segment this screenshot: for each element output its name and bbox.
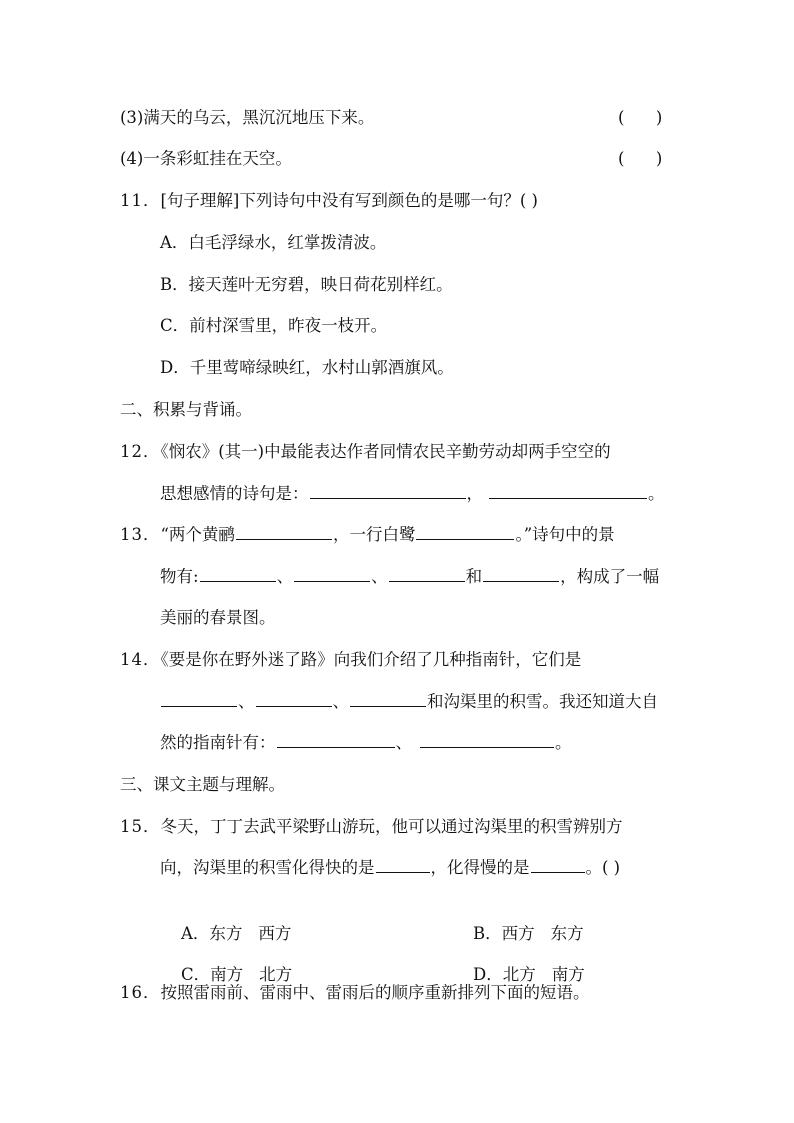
q14-blank-3[interactable]	[350, 690, 426, 707]
q13-suffix: ，构成了一幅	[560, 567, 660, 586]
q16-text: 按照雷雨前、雷雨中、雷雨后的顺序重新排列下面的短语。	[160, 983, 590, 1002]
q14-suffix: 和沟渠里的积雪。我还知道大自	[427, 692, 658, 711]
q13-prompt: 物有:	[160, 567, 199, 586]
q12-line-1	[120, 440, 611, 464]
q13-text-a: “两个黄鹂	[160, 525, 235, 544]
q13-blank-4[interactable]	[294, 565, 370, 582]
q13-line-3: 美丽的春景图。	[160, 608, 276, 627]
q14-blank-5[interactable]	[420, 731, 554, 748]
q14-blank-4[interactable]	[277, 731, 395, 748]
q13-blank-6[interactable]	[483, 565, 559, 582]
q16-line-1	[120, 981, 590, 1005]
q13-number: 13．	[120, 525, 161, 544]
q11-option-d[interactable]: D．千里莺啼绿映红，水村山郭酒旗风。	[160, 358, 454, 377]
q13-line-2	[160, 565, 659, 589]
q13-blank-5[interactable]	[389, 565, 465, 582]
q15-option-c-label: C．	[180, 965, 211, 984]
q12-blank-1[interactable]	[310, 482, 466, 499]
q14-line-2	[160, 690, 658, 714]
q15-option-c-second: 北方	[259, 965, 293, 984]
q12-number: 12．	[120, 442, 161, 461]
q13-blank-3[interactable]	[200, 565, 276, 582]
q15-number: 15．	[120, 817, 161, 836]
q13-blank-1[interactable]	[236, 523, 332, 540]
q15-blank-2[interactable]	[531, 856, 585, 873]
q15-text-c: 。( )	[585, 858, 621, 877]
q12-line-2	[160, 482, 665, 506]
q13-text-b: ，一行白鹭	[332, 525, 416, 544]
q11-stem	[120, 189, 538, 213]
q15-line-1	[120, 815, 623, 839]
q10-item-3-answer-paren[interactable]: ( )	[618, 108, 663, 127]
q16-number: 16．	[120, 983, 161, 1002]
q15-blank-1[interactable]	[376, 856, 430, 873]
q10-item-3: (3)满天的乌云，黑沉沉地压下来。	[120, 108, 375, 127]
q11-option-a[interactable]: A．白毛浮绿水，红掌拨清波。	[160, 233, 387, 252]
q14-blank-1[interactable]	[161, 690, 237, 707]
q14-sep-2: 、	[332, 692, 349, 711]
q10-item-4: (4)一条彩虹挂在天空。	[120, 149, 292, 168]
q14-blank-2[interactable]	[256, 690, 332, 707]
q14-sep-3: 、	[395, 733, 412, 752]
q14-sep-1: 、	[238, 692, 255, 711]
q13-and: 和	[465, 567, 483, 586]
q14-line-1	[120, 648, 581, 672]
q14-number: 14．	[120, 650, 161, 669]
q15-text-a: 向，沟渠里的积雪化得快的是	[160, 858, 375, 877]
q12-text: 《悯农》(其一)中最能表达作者同情农民辛勤劳动却两手空空的	[160, 442, 611, 461]
q14-period: 。	[555, 733, 572, 752]
section-2-heading: 二、积累与背诵。	[120, 400, 252, 419]
q15-option-a-label: A．	[180, 924, 210, 943]
q14-text: 《要是你在野外迷了路》向我们介绍了几种指南针，它们是	[160, 650, 582, 669]
q15-option-d-second: 南方	[551, 965, 585, 984]
q12-prompt: 思想感情的诗句是：	[160, 484, 309, 503]
q12-period: 。	[648, 484, 665, 503]
q14-prompt: 然的指南针有：	[160, 733, 276, 752]
q15-text: 冬天，丁丁去武平梁野山游玩，他可以通过沟渠里的积雪辨别方	[160, 817, 623, 836]
q15-option-c-first: 南方	[210, 965, 244, 984]
q13-line-1	[120, 523, 615, 547]
q15-option-b-label: B．	[472, 924, 502, 943]
q14-line-3	[160, 731, 572, 755]
q10-item-4-answer-paren[interactable]: ( )	[618, 149, 663, 168]
q11-text: [句子理解]下列诗句中没有写到颜色的是哪一句？( )	[160, 191, 538, 210]
q13-sep-1: 、	[276, 567, 294, 586]
q13-sep-2: 、	[371, 567, 388, 586]
q15-text-b: ，化得慢的是	[430, 858, 530, 877]
q15-option-b-second: 东方	[550, 924, 584, 943]
q15-option-b-first: 西方	[501, 924, 535, 943]
q13-blank-2[interactable]	[416, 523, 514, 540]
q11-option-c[interactable]: C．前村深雪里，昨夜一枝开。	[160, 316, 388, 335]
q15-option-d-first: 北方	[502, 965, 536, 984]
q15-option-d-label: D．	[472, 965, 503, 984]
q11-number: 11．	[120, 191, 161, 210]
section-3-heading: 三、课文主题与理解。	[120, 775, 285, 794]
q11-option-b[interactable]: B．接天莲叶无穷碧，映日荷花别样红。	[160, 275, 453, 294]
q15-option-a-second: 西方	[258, 924, 292, 943]
q13-text-c: 。”诗句中的景	[515, 525, 615, 544]
q12-blank-2[interactable]	[489, 482, 647, 499]
q15-line-2	[160, 856, 620, 880]
q12-comma: ，	[466, 484, 483, 503]
q15-option-a-first: 东方	[209, 924, 243, 943]
